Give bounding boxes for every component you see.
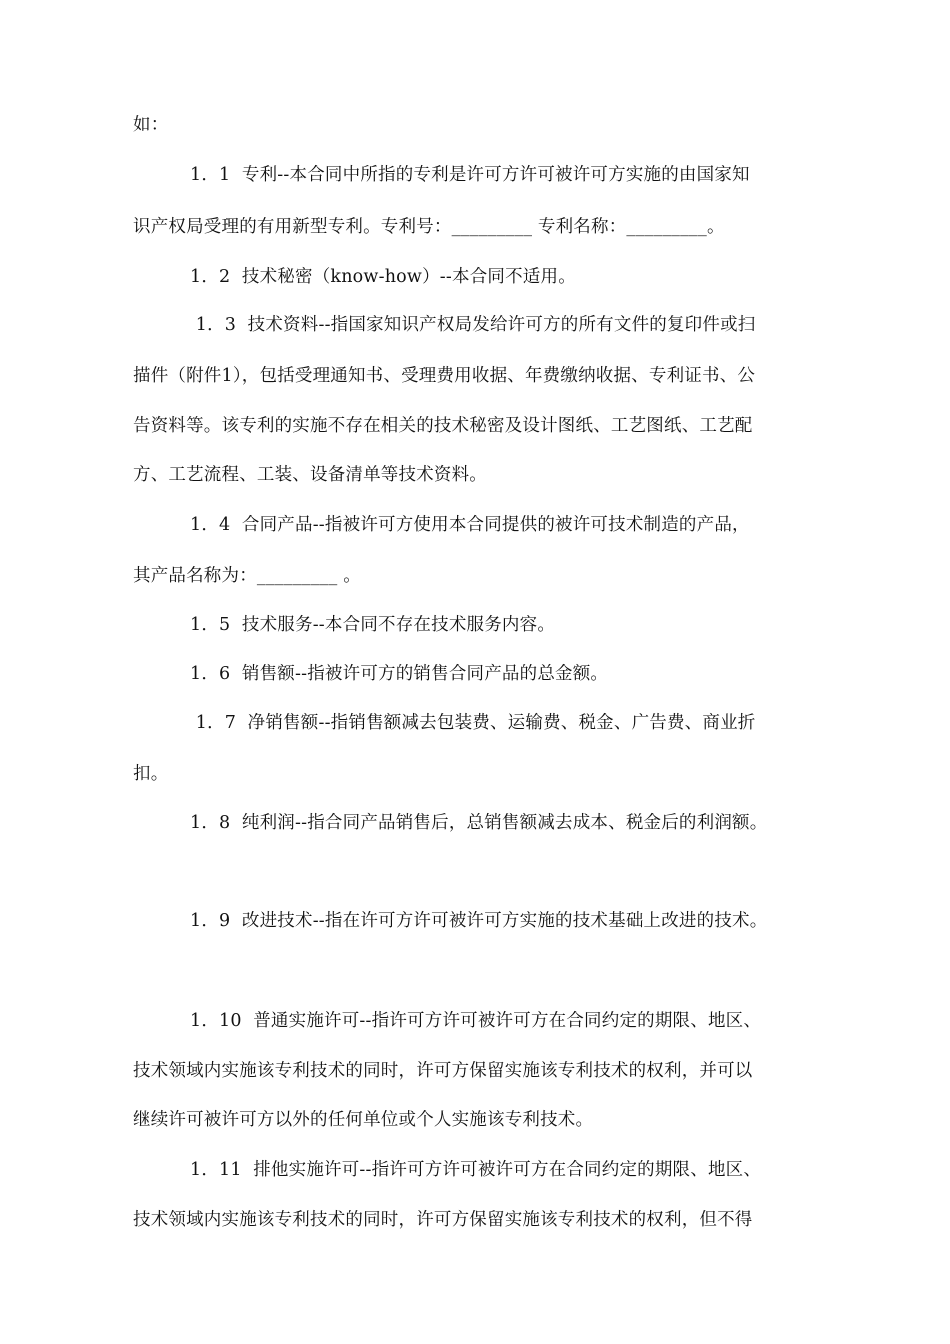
text-line: 识产权局受理的有用新型专利。专利号：_________ 专利名称：_________。 [133, 217, 725, 237]
text-line: 1．8 纯利润--指合同产品销售后，总销售额减去成本、税金后的利润额。 [190, 813, 768, 833]
text-line: 1．10 普通实施许可--指许可方许可被许可方在合同约定的期限、地区、 [190, 1011, 762, 1031]
text-line: 如： [133, 115, 169, 135]
text-line: 1．2 技术秘密（know-how）--本合同不适用。 [190, 267, 576, 287]
text-line: 技术领域内实施该专利技术的同时，许可方保留实施该专利技术的权利，并可以 [133, 1061, 753, 1081]
text-line: 1．1 专利--本合同中所指的专利是许可方许可被许可方实施的由国家知 [190, 165, 750, 185]
text-line: 其产品名称为：_________ 。 [133, 566, 361, 586]
text-line: 1．5 技术服务--本合同不存在技术服务内容。 [190, 615, 556, 635]
text-line: 1．3 技术资料--指国家知识产权局发给许可方的所有文件的复印件或扫 [190, 315, 756, 335]
text-line: 继续许可被许可方以外的任何单位或个人实施该专利技术。 [133, 1110, 594, 1130]
text-line: 描件（附件1），包括受理通知书、受理费用收据、年费缴纳收据、专利证书、公 [133, 366, 756, 386]
text-line: 1．6 销售额--指被许可方的销售合同产品的总金额。 [190, 664, 609, 684]
text-line: 1．11 排他实施许可--指许可方许可被许可方在合同约定的期限、地区、 [190, 1160, 762, 1180]
text-line: 方、工艺流程、工装、设备清单等技术资料。 [133, 465, 487, 485]
text-line: 1．9 改进技术--指在许可方许可被许可方实施的技术基础上改进的技术。 [190, 911, 768, 931]
text-line: 1．4 合同产品--指被许可方使用本合同提供的被许可技术制造的产品， [190, 515, 750, 535]
text-line: 扣。 [133, 764, 169, 784]
text-line: 技术领域内实施该专利技术的同时，许可方保留实施该专利技术的权利，但不得 [133, 1210, 753, 1230]
text-line: 告资料等。该专利的实施不存在相关的技术秘密及设计图纸、工艺图纸、工艺配 [133, 416, 753, 436]
text-line: 1．7 净销售额--指销售额减去包装费、运输费、税金、广告费、商业折 [190, 713, 756, 733]
